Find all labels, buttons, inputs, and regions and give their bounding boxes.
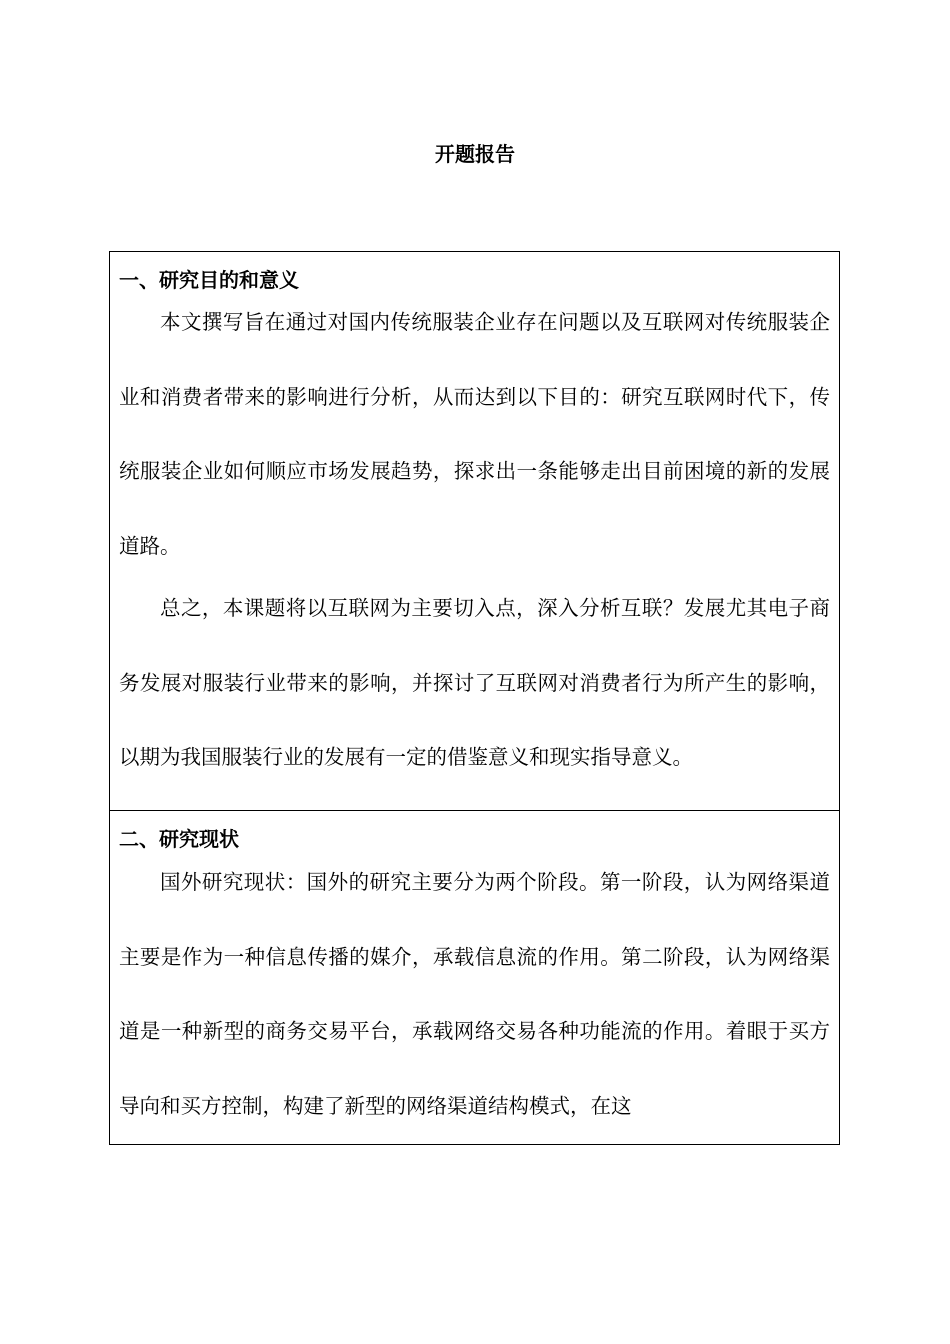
paragraph: 国外研究现状：国外的研究主要分为两个阶段。第一阶段，认为网络渠道主要是作为一种信息传播的媒介，承载信息流的作用。第二阶段，认为网络渠道是一种新型的商务交易平台，承载网络交易各种功能流的作用。着眼于买方导向和买方控制，构建了新型的网络渠道结构模式，在这 xyxy=(119,870,830,1118)
paragraph: 本文撰写旨在通过对国内传统服装企业存在问题以及互联网对传统服装企业和消费者带来的影响进行分析，从而达到以下目的：研究互联网时代下，传统服装企业如何顺应市场发展趋势，探求出一条能够走出目前困境的新的发展道路。 xyxy=(119,310,830,558)
section-research-purpose xyxy=(110,252,839,811)
page-title: 开题报告 xyxy=(435,142,515,166)
section-heading: 二、研究现状 xyxy=(119,827,239,851)
paragraph: 总之，本课题将以互联网为主要切入点，深入分析互联？发展尤其电子商务发展对服装行业带来的影响，并探讨了互联网对消费者行为所产生的影响，以期为我国服装行业的发展有一定的借鉴意义和现实指导意义。 xyxy=(119,596,830,769)
section-heading: 一、研究目的和意义 xyxy=(119,268,299,292)
section-research-status xyxy=(110,811,839,1144)
report-table xyxy=(109,251,840,1145)
